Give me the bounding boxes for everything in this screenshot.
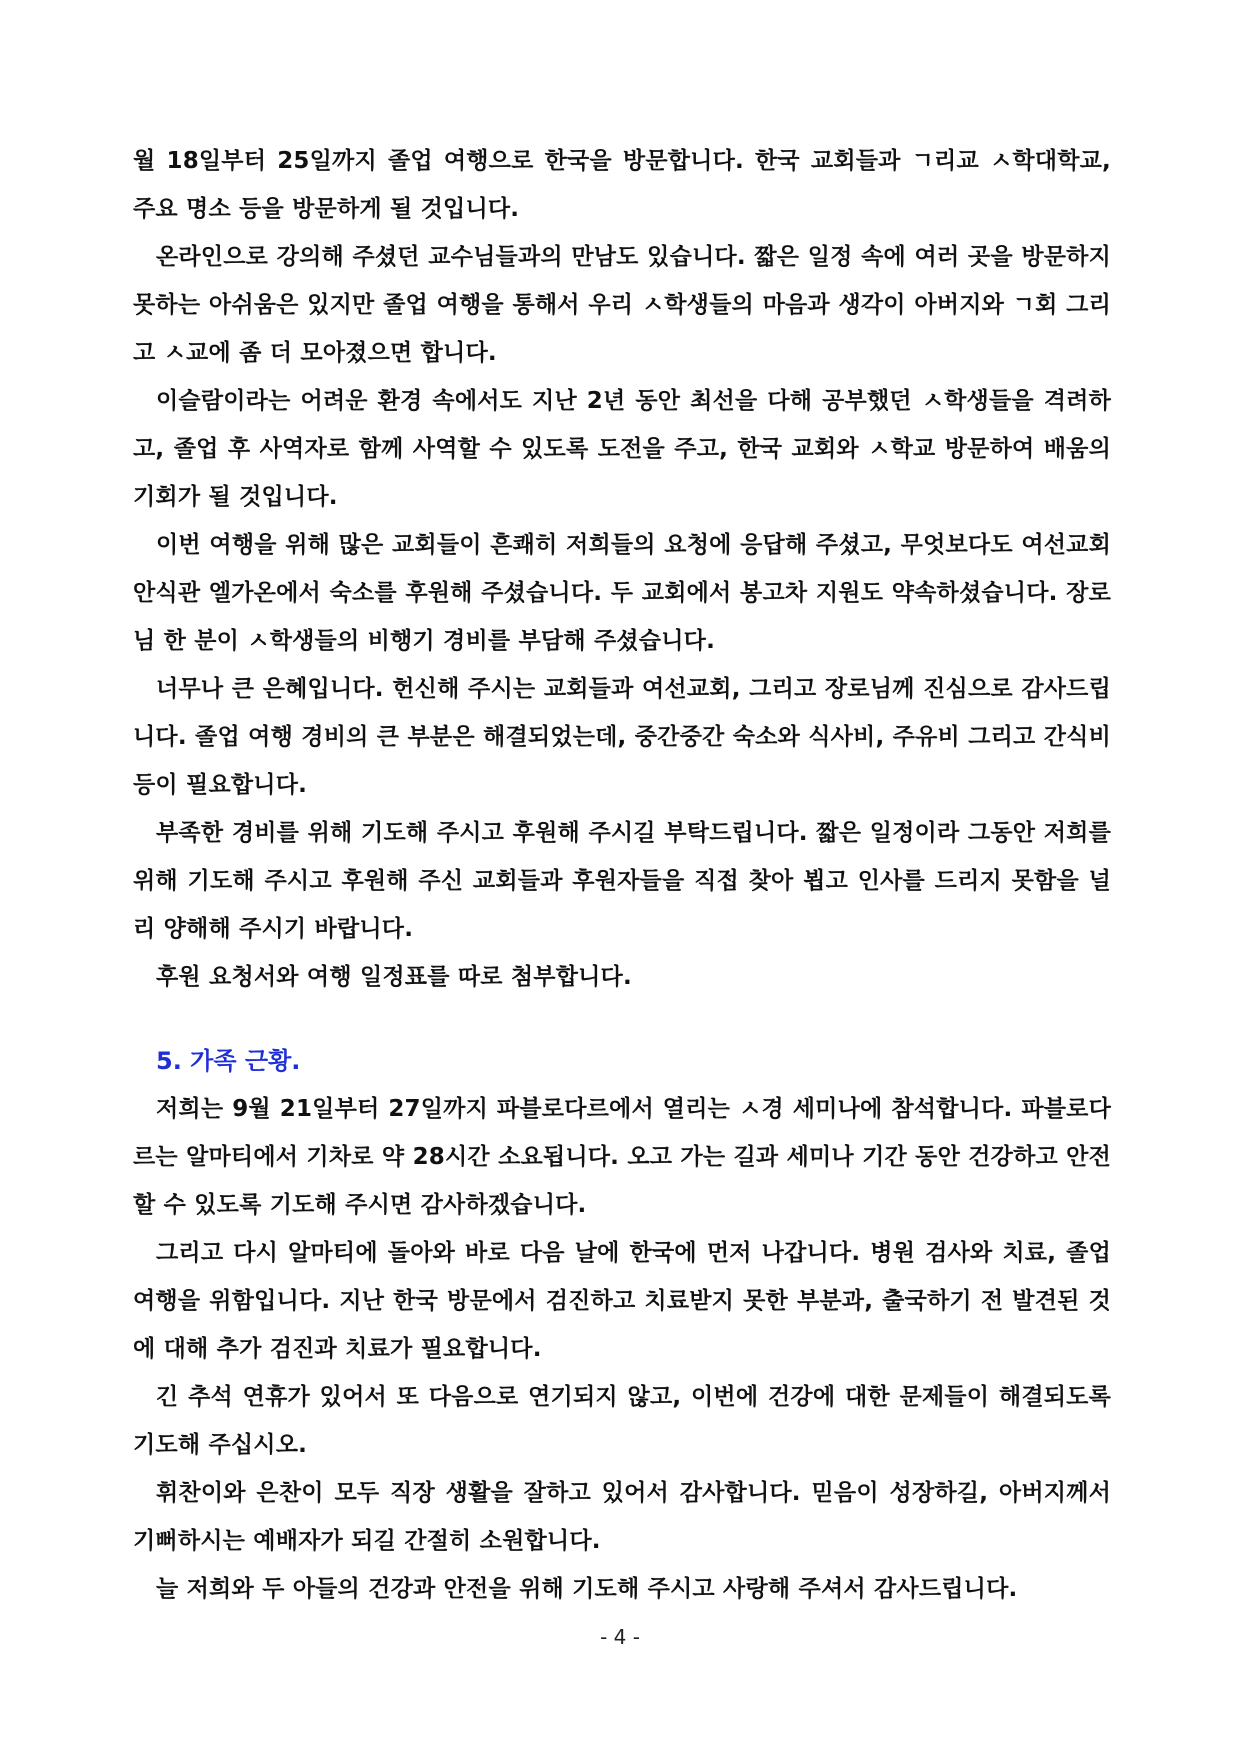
- section-heading-family-news: 5. 가족 근황.: [156, 1047, 301, 1075]
- paragraph: 월 18일부터 25일까지 졸업 여행으로 한국을 방문합니다. 한국 교회들과 ㄱ리교 ㅅ학대학교, 주요 명소 등을 방문하게 될 것입니다.: [133, 148, 1111, 222]
- page-number: - 4 -: [600, 1625, 640, 1649]
- paragraph: 그리고 다시 알마티에 돌아와 바로 다음 날에 한국에 먼저 나갑니다. 병원 검사와 치료, 졸업 여행을 위함입니다. 지난 한국 방문에서 검진하고 치료받지 못한 부분과, 출국하기 전 발견된 것에 대해 추가 검진과 치료가 필요합니다.: [133, 1240, 1111, 1362]
- paragraph: 저희는 9월 21일부터 27일까지 파블로다르에서 열리는 ㅅ경 세미나에 참석합니다. 파블로다르는 알마티에서 기차로 약 28시간 소요됩니다. 오고 가는 길과 세미나 기간 동안 건강하고 안전할 수 있도록 기도해 주시면 감사하겠습니다.: [133, 1096, 1111, 1218]
- paragraph: 긴 추석 연휴가 있어서 또 다음으로 연기되지 않고, 이번에 건강에 대한 문제들이 해결되도록 기도해 주십시오.: [133, 1384, 1111, 1458]
- paragraph: 부족한 경비를 위해 기도해 주시고 후원해 주시길 부탁드립니다. 짧은 일정이라 그동안 저희를 위해 기도해 주시고 후원해 주신 교회들과 후원자들을 직접 찾아 뵙고 인사를 드리지 못함을 널리 양해해 주시기 바랍니다.: [133, 820, 1111, 942]
- paragraph: 후원 요청서와 여행 일정표를 따로 첨부합니다.: [156, 964, 632, 990]
- paragraph: 이슬람이라는 어려운 환경 속에서도 지난 2년 동안 최선을 다해 공부했던 ㅅ학생들을 격려하고, 졸업 후 사역자로 함께 사역할 수 있도록 도전을 주고, 한국 교회와 ㅅ학교 방문하여 배움의 기회가 될 것입니다.: [133, 388, 1111, 510]
- document-body: [133, 137, 1111, 1613]
- paragraph: 늘 저희와 두 아들의 건강과 안전을 위해 기도해 주시고 사랑해 주셔서 감사드립니다.: [156, 1576, 1018, 1602]
- paragraph: 온라인으로 강의해 주셨던 교수님들과의 만남도 있습니다. 짧은 일정 속에 여러 곳을 방문하지 못하는 아쉬움은 있지만 졸업 여행을 통해서 우리 ㅅ학생들의 마음과 생각이 아버지와 ㄱ회 그리고 ㅅ교에 좀 더 모아졌으면 합니다.: [133, 244, 1111, 366]
- paragraph: 이번 여행을 위해 많은 교회들이 흔쾌히 저희들의 요청에 응답해 주셨고, 무엇보다도 여선교회 안식관 엘가온에서 숙소를 후원해 주셨습니다. 두 교회에서 봉고차 지원도 약속하셨습니다. 장로님 한 분이 ㅅ학생들의 비행기 경비를 부담해 주셨습니다.: [133, 532, 1111, 654]
- paragraph: 휘찬이와 은찬이 모두 직장 생활을 잘하고 있어서 감사합니다. 믿음이 성장하길, 아버지께서 기뻐하시는 예배자가 되길 간절히 소원합니다.: [133, 1480, 1111, 1554]
- paragraph: 너무나 큰 은혜입니다. 헌신해 주시는 교회들과 여선교회, 그리고 장로님께 진심으로 감사드립니다. 졸업 여행 경비의 큰 부분은 해결되었는데, 중간중간 숙소와 식사비, 주유비 그리고 간식비 등이 필요합니다.: [133, 676, 1111, 798]
